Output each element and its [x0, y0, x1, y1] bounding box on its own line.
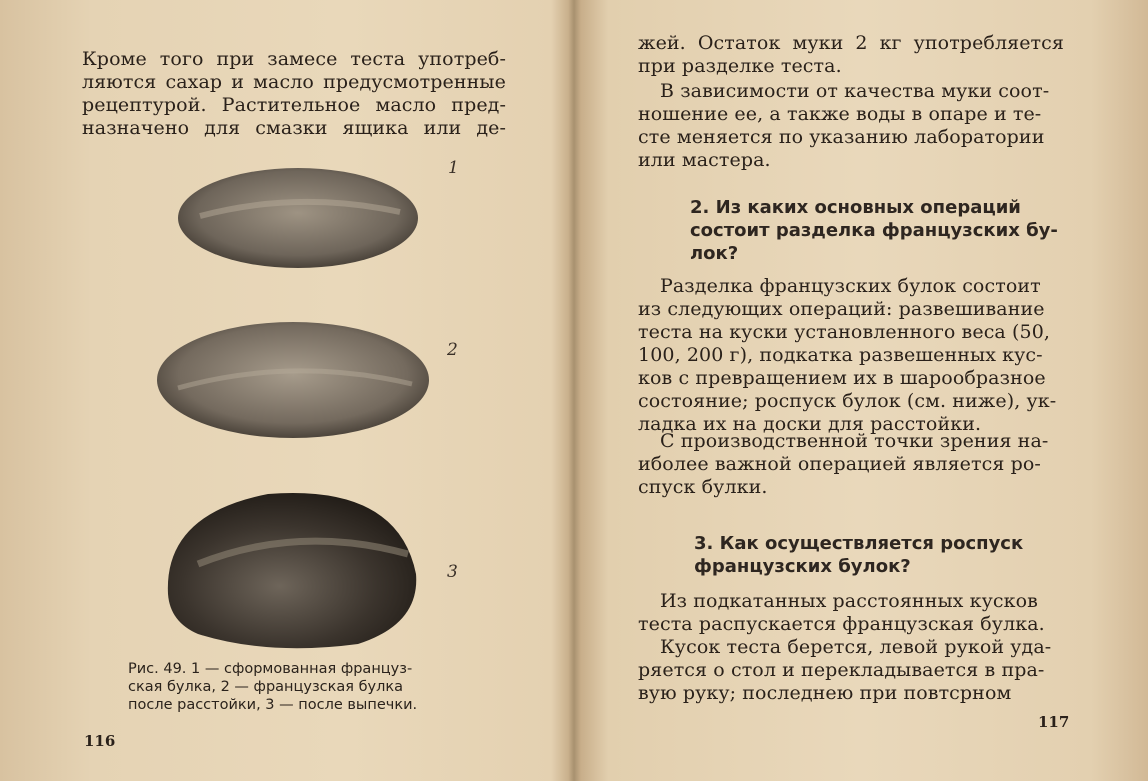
figure-label-1: 1	[448, 158, 459, 178]
text-line: назначено для смазки ящика или де-	[82, 117, 506, 139]
text-line: Из подкатанных расстоянных кусков	[660, 590, 1038, 612]
text-line: состояние; роспуск булок (см. ниже), ук-	[638, 390, 1057, 412]
right-paragraph-3	[638, 275, 1064, 436]
proofed-bun-image	[150, 318, 440, 448]
section-heading-3	[694, 532, 1054, 578]
text-line: ков с превращением их в шарообразное	[638, 367, 1046, 389]
page-number-left: 116	[84, 732, 116, 750]
caption-line: после расстойки, 3 — после выпечки.	[128, 697, 418, 713]
text-line: иболее важной операцией является ро-	[638, 453, 1041, 475]
formed-bun-image	[170, 160, 430, 280]
text-line: Кусок теста берется, левой рукой уда-	[660, 636, 1052, 658]
heading-line: французских булок?	[694, 556, 911, 577]
text-line: В зависимости от качества муки соот-	[660, 80, 1050, 102]
text-line: из следующих операций: развешивание	[638, 298, 1045, 320]
text-line: теста на куски установленного веса (50,	[638, 321, 1051, 343]
text-line: ношение ее, а также воды в опаре и те-	[638, 103, 1042, 125]
right-paragraph-4	[638, 430, 1064, 499]
text-line: ладка их на доски для расстойки.	[638, 413, 982, 435]
text-line: теста распускается французская булка.	[638, 613, 1045, 635]
text-line: сте меняется по указанию лаборатории	[638, 126, 1045, 148]
text-line: при разделке теста.	[638, 55, 842, 77]
text-line: С производственной точки зрения на-	[660, 430, 1049, 452]
page-number-right: 117	[1038, 713, 1070, 731]
text-line: Разделка французских булок состоит	[660, 275, 1041, 297]
text-line: 100, 200 г), подкатка развешенных кус-	[638, 344, 1043, 366]
caption-line: Рис. 49. 1 — сформованная француз-	[128, 661, 413, 677]
baked-bun-image	[158, 484, 428, 654]
heading-line: состоит разделка французских бу-	[690, 220, 1058, 241]
heading-line: лок?	[690, 243, 739, 264]
figure-label-2: 2	[447, 340, 458, 360]
text-line: ляются сахар и масло предусмотренные	[82, 71, 506, 93]
right-paragraph-2	[638, 80, 1064, 172]
text-line: вую руку; последнею при повтсрном	[638, 682, 1012, 704]
text-line: или мастера.	[638, 149, 771, 171]
text-line: Кроме того при замесе теста употреб-	[82, 48, 506, 70]
figure-label-3: 3	[447, 562, 458, 582]
heading-line: 3. Как осуществляется роспуск	[694, 533, 1024, 554]
left-paragraph	[82, 48, 506, 140]
text-line: жей. Остаток муки 2 кг употребляется	[638, 32, 1064, 54]
text-line: ряется о стол и перекладывается в пра-	[638, 659, 1045, 681]
text-line: спуск булки.	[638, 476, 768, 498]
heading-line: 2. Из каких основных операций	[690, 197, 1021, 218]
right-paragraph-5	[638, 590, 1064, 705]
figure-caption	[128, 660, 468, 714]
right-page	[578, 0, 1148, 781]
caption-line: ская булка, 2 — французская булка	[128, 679, 404, 695]
right-paragraph-1	[638, 32, 1064, 78]
text-line: рецептурой. Растительное масло пред-	[82, 94, 506, 116]
section-heading-2	[690, 196, 1070, 265]
